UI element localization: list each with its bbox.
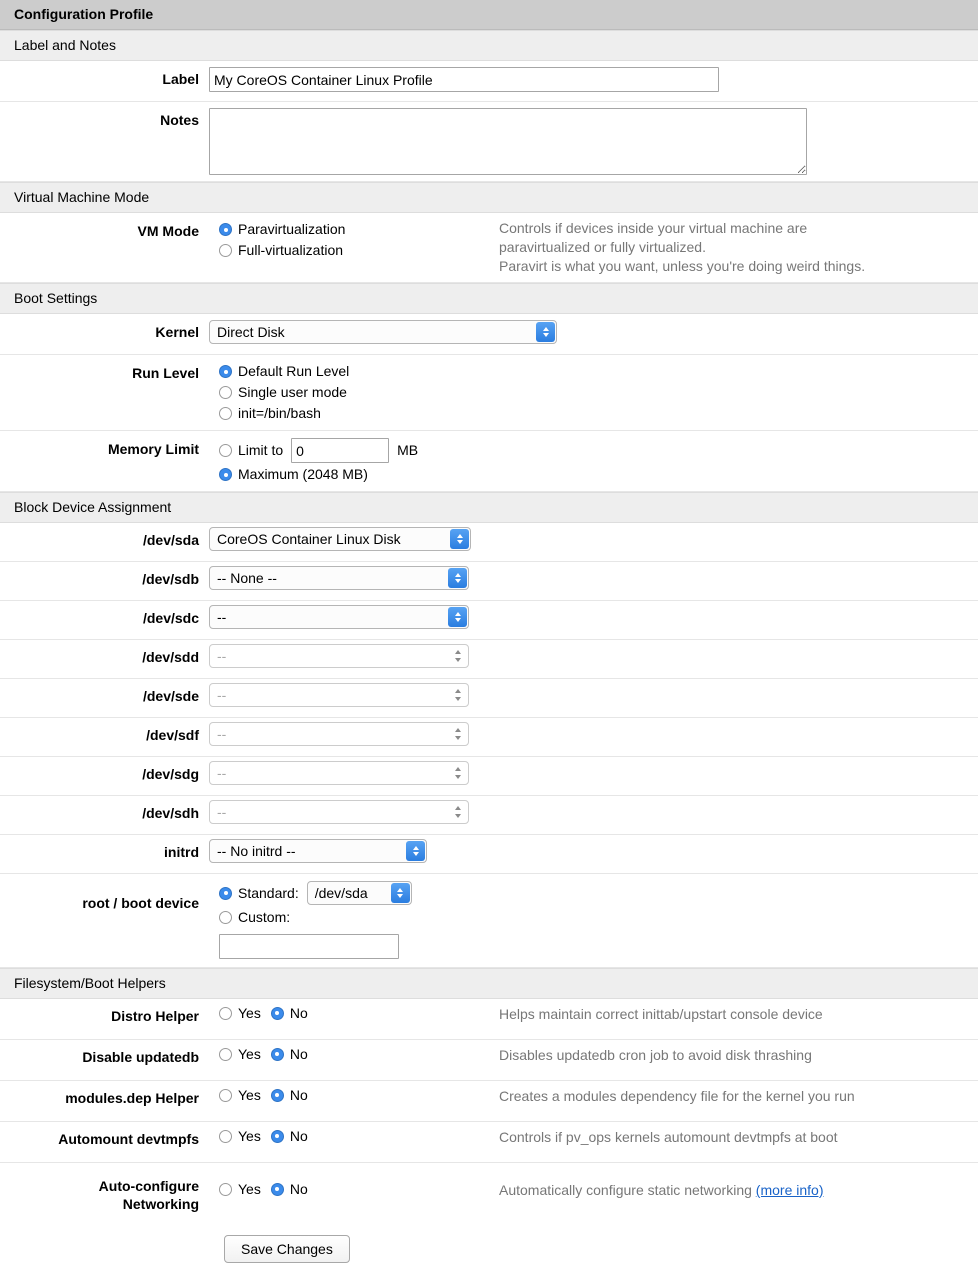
- run-level-label: Run Level: [132, 365, 199, 381]
- run-level-option-single-user-label: Single user mode: [238, 384, 347, 400]
- disable-updatedb-no-label: No: [289, 1046, 308, 1062]
- vm-mode-option-full-virtualization[interactable]: [209, 240, 489, 261]
- radio-icon-run-level-single-user[interactable]: [219, 386, 232, 399]
- distro-helper-help: Helps maintain correct inittab/upstart console device: [499, 1006, 823, 1022]
- root-device-standard-select-value: /dev/sda: [314, 885, 368, 901]
- device-select-sde-value: --: [217, 687, 227, 703]
- auto-configure-networking-help: [489, 1181, 823, 1200]
- modules-dep-helper-help: Creates a modules dependency file for the kernel you run: [499, 1088, 855, 1104]
- radio-icon-paravirtualization[interactable]: [219, 223, 232, 236]
- radio-icon-automount-devtmpfs-no[interactable]: [271, 1130, 284, 1143]
- run-level-option-init-bin-bash[interactable]: [209, 403, 349, 424]
- chevron-updown-icon: [448, 607, 467, 627]
- vm-mode-help: [489, 219, 865, 276]
- radio-icon-full-virtualization[interactable]: [219, 244, 232, 257]
- automount-devtmpfs-help: Controls if pv_ops kernels automount devtmpfs at boot: [499, 1129, 838, 1145]
- save-button-container: [0, 1219, 978, 1279]
- auto-configure-networking-no-label: No: [289, 1181, 308, 1197]
- initrd-select-value: -- No initrd --: [217, 843, 296, 859]
- modules-dep-helper-yes-label: Yes: [238, 1087, 261, 1103]
- root-device-option-standard[interactable]: [209, 880, 412, 906]
- section-header-block-devices: Block Device Assignment: [0, 492, 978, 523]
- device-select-sdg: [209, 761, 469, 785]
- root-device-custom-label: Custom:: [238, 909, 291, 925]
- vm-mode-help-line3: Paravirt is what you want, unless you're doing weird things.: [499, 258, 866, 274]
- row-disable-updatedb: [0, 1040, 978, 1081]
- automount-devtmpfs-no-label: No: [289, 1128, 308, 1144]
- device-select-sda-value: CoreOS Container Linux Disk: [217, 531, 401, 547]
- memory-limit-option-limit-to-label: Limit to: [238, 442, 284, 458]
- row-device-sdf: [0, 718, 978, 757]
- row-label: [0, 61, 978, 102]
- device-select-sdc[interactable]: [209, 605, 469, 629]
- initrd-select[interactable]: [209, 839, 427, 863]
- root-device-option-custom[interactable]: [209, 906, 412, 929]
- device-select-sdh: [209, 800, 469, 824]
- root-device-standard-select[interactable]: [307, 881, 412, 905]
- radio-icon-disable-updatedb-yes[interactable]: [219, 1048, 232, 1061]
- row-automount-devtmpfs: [0, 1122, 978, 1163]
- device-select-sdb[interactable]: [209, 566, 469, 590]
- device-label-sdd: /dev/sdd: [142, 649, 199, 665]
- section-header-vm-mode: Virtual Machine Mode: [0, 182, 978, 213]
- row-notes: [0, 102, 978, 182]
- row-kernel: [0, 314, 978, 355]
- run-level-option-single-user[interactable]: [209, 382, 349, 403]
- device-label-sdc: /dev/sdc: [142, 610, 199, 626]
- memory-limit-option-maximum[interactable]: [209, 464, 418, 485]
- radio-icon-modules-dep-helper-no[interactable]: [271, 1089, 284, 1102]
- device-label-sdf: /dev/sdf: [146, 727, 199, 743]
- row-device-sda: [0, 523, 978, 562]
- modules-dep-helper-no-label: No: [289, 1087, 308, 1103]
- vm-mode-help-line1: Controls if devices inside your virtual machine are: [499, 220, 808, 236]
- radio-icon-memory-limit-to[interactable]: [219, 444, 232, 457]
- run-level-option-default-label: Default Run Level: [238, 363, 350, 379]
- radio-icon-modules-dep-helper-yes[interactable]: [219, 1089, 232, 1102]
- row-device-sdb: [0, 562, 978, 601]
- row-root-boot-device: [0, 874, 978, 968]
- radio-icon-automount-devtmpfs-yes[interactable]: [219, 1130, 232, 1143]
- auto-configure-networking-label-line2: Networking: [122, 1196, 199, 1212]
- kernel-select[interactable]: [209, 320, 557, 344]
- vm-mode-label: VM Mode: [137, 223, 199, 239]
- chevron-updown-icon: [448, 763, 467, 783]
- notes-field-label: Notes: [160, 112, 199, 128]
- radio-icon-memory-limit-maximum[interactable]: [219, 468, 232, 481]
- vm-mode-help-line2: paravirtualized or fully virtualized.: [499, 239, 706, 255]
- chevron-updown-icon: [450, 529, 469, 549]
- row-memory-limit: [0, 431, 978, 492]
- device-select-sde: [209, 683, 469, 707]
- device-select-sdh-value: --: [217, 804, 227, 820]
- radio-icon-auto-configure-networking-no[interactable]: [271, 1183, 284, 1196]
- notes-textarea[interactable]: [209, 108, 807, 175]
- row-device-sdg: [0, 757, 978, 796]
- vm-mode-option-full-virtualization-label: Full-virtualization: [238, 242, 344, 258]
- device-select-sdf-value: --: [217, 726, 227, 742]
- auto-configure-networking-label: [0, 1169, 209, 1213]
- section-header-label-notes: Label and Notes: [0, 30, 978, 61]
- save-button[interactable]: Save Changes: [224, 1235, 350, 1263]
- vm-mode-option-paravirtualization-label: Paravirtualization: [238, 221, 346, 237]
- root-device-standard-label: Standard:: [238, 884, 299, 901]
- label-field-label: Label: [162, 71, 199, 87]
- row-device-sde: [0, 679, 978, 718]
- row-auto-configure-networking: [0, 1163, 978, 1219]
- row-initrd: [0, 835, 978, 874]
- device-select-sda[interactable]: [209, 527, 471, 551]
- radio-icon-distro-helper-yes[interactable]: [219, 1007, 232, 1020]
- label-input[interactable]: [209, 67, 719, 92]
- chevron-updown-icon: [448, 646, 467, 666]
- radio-icon-run-level-default[interactable]: [219, 365, 232, 378]
- auto-configure-networking-yes-label: Yes: [238, 1181, 261, 1197]
- kernel-label: Kernel: [155, 324, 199, 340]
- memory-limit-unit: MB: [397, 442, 419, 458]
- device-label-sdg: /dev/sdg: [142, 766, 199, 782]
- distro-helper-label: Distro Helper: [111, 1008, 199, 1024]
- device-select-sdd: [209, 644, 469, 668]
- device-label-sde: /dev/sde: [142, 688, 199, 704]
- row-modules-dep-helper: [0, 1081, 978, 1122]
- row-run-level: [0, 355, 978, 431]
- automount-devtmpfs-yes-label: Yes: [238, 1128, 261, 1144]
- kernel-select-value: Direct Disk: [217, 324, 285, 340]
- chevron-updown-icon: [448, 685, 467, 705]
- disable-updatedb-label: Disable updatedb: [82, 1049, 199, 1065]
- root-boot-device-label: root / boot device: [82, 895, 199, 911]
- device-label-sdb: /dev/sdb: [142, 571, 199, 587]
- device-label-sdh: /dev/sdh: [142, 805, 199, 821]
- disable-updatedb-help: Disables updatedb cron job to avoid disk thrashing: [499, 1047, 812, 1063]
- memory-limit-option-maximum-label: Maximum (2048 MB): [238, 466, 368, 482]
- row-device-sdc: [0, 601, 978, 640]
- chevron-updown-icon: [406, 841, 425, 861]
- device-select-sdb-value: -- None --: [217, 570, 277, 586]
- chevron-updown-icon: [536, 322, 555, 342]
- device-select-sdc-value: --: [217, 609, 227, 625]
- memory-limit-label: Memory Limit: [107, 441, 199, 457]
- radio-icon-auto-configure-networking-yes[interactable]: [219, 1183, 232, 1196]
- distro-helper-no-label: No: [289, 1005, 308, 1021]
- chevron-updown-icon: [391, 883, 410, 903]
- radio-icon-run-level-init-bin-bash[interactable]: [219, 407, 232, 420]
- section-header-fs-helpers: Filesystem/Boot Helpers: [0, 968, 978, 999]
- radio-icon-disable-updatedb-no[interactable]: [271, 1048, 284, 1061]
- more-info-link[interactable]: (more info): [755, 1182, 824, 1198]
- chevron-updown-icon: [448, 724, 467, 744]
- row-vm-mode: [0, 213, 978, 283]
- section-header-boot-settings: Boot Settings: [0, 283, 978, 314]
- distro-helper-yes-label: Yes: [238, 1005, 261, 1021]
- automount-devtmpfs-label: Automount devtmpfs: [58, 1131, 199, 1147]
- chevron-updown-icon: [448, 568, 467, 588]
- device-select-sdd-value: --: [217, 648, 227, 664]
- device-label-sda: /dev/sda: [142, 532, 199, 548]
- radio-icon-root-device-custom[interactable]: [219, 911, 232, 924]
- auto-configure-networking-help-text: Automatically configure static networking: [499, 1182, 756, 1198]
- page-title: Configuration Profile: [0, 0, 978, 30]
- device-select-sdf: [209, 722, 469, 746]
- root-device-custom-input[interactable]: [219, 934, 399, 959]
- memory-limit-option-limit-to[interactable]: [209, 437, 418, 464]
- disable-updatedb-yes-label: Yes: [238, 1046, 261, 1062]
- row-device-sdd: [0, 640, 978, 679]
- memory-limit-input[interactable]: [291, 438, 389, 463]
- device-select-sdg-value: --: [217, 765, 227, 781]
- initrd-label: initrd: [164, 844, 199, 860]
- row-device-sdh: [0, 796, 978, 835]
- chevron-updown-icon: [448, 802, 467, 822]
- modules-dep-helper-label: modules.dep Helper: [65, 1090, 199, 1106]
- run-level-option-default[interactable]: [209, 361, 349, 382]
- vm-mode-option-paravirtualization[interactable]: [209, 219, 489, 240]
- run-level-option-init-bin-bash-label: init=/bin/bash: [238, 405, 321, 421]
- radio-icon-root-device-standard[interactable]: [219, 887, 232, 900]
- radio-icon-distro-helper-no[interactable]: [271, 1007, 284, 1020]
- row-distro-helper: [0, 999, 978, 1040]
- auto-configure-networking-label-line1: Auto-configure: [98, 1178, 199, 1194]
